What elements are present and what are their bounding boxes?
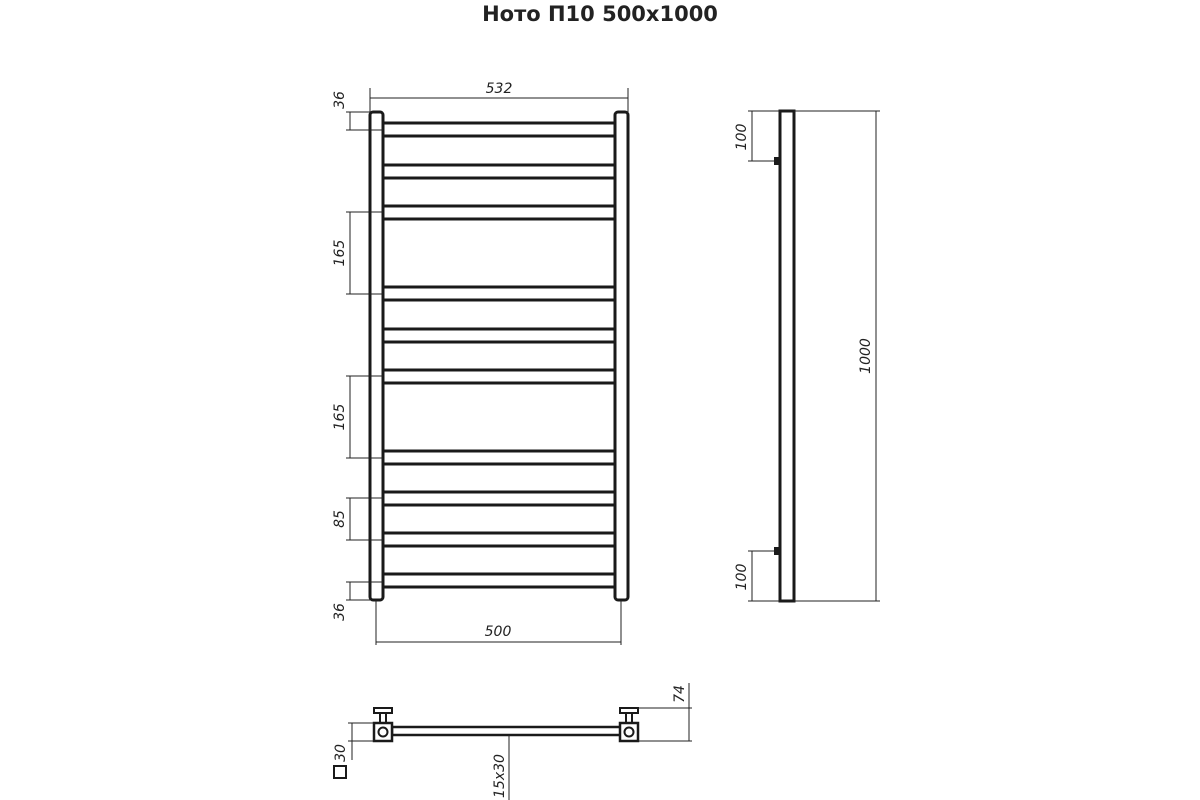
bar: [383, 123, 615, 136]
bar: [383, 574, 615, 587]
right-fitting: [620, 708, 638, 741]
dim-overall-width: 532: [485, 81, 513, 97]
dim-center-width: 500: [484, 624, 512, 640]
bar: [383, 533, 615, 546]
dim-gap-upper: 165: [332, 239, 348, 267]
dim-height: 1000: [858, 338, 874, 374]
bar: [383, 206, 615, 219]
side-post: [780, 111, 794, 601]
horizontal-bars: [383, 123, 615, 587]
drawing-title: Ното П10 500x1000: [482, 2, 718, 26]
dim-side-top: 100: [734, 123, 750, 151]
side-view: [734, 111, 880, 601]
side-bracket-top: [774, 157, 780, 165]
bar: [383, 329, 615, 342]
dim-gap-middle: 165: [332, 403, 348, 431]
bar: [383, 451, 615, 464]
bar: [383, 492, 615, 505]
square-section-symbol: [334, 766, 346, 778]
dim-side-bottom: 100: [734, 563, 750, 591]
bar: [383, 370, 615, 383]
bar: [383, 165, 615, 178]
dim-gap-lower: 85: [332, 510, 348, 528]
dim-post-size: 30: [333, 744, 349, 762]
dim-bottom-offset: 36: [332, 603, 348, 621]
dim-bar-section: 15x30: [492, 754, 508, 798]
left-post: [370, 112, 383, 600]
front-view: [332, 81, 628, 645]
side-bracket-bottom: [774, 547, 780, 555]
dim-top-offset: 36: [332, 91, 348, 109]
left-fitting: [374, 708, 392, 741]
top-bar: [392, 727, 624, 735]
top-view: [333, 683, 692, 800]
right-post: [615, 112, 628, 600]
dim-depth: 74: [672, 685, 688, 703]
bar: [383, 287, 615, 300]
